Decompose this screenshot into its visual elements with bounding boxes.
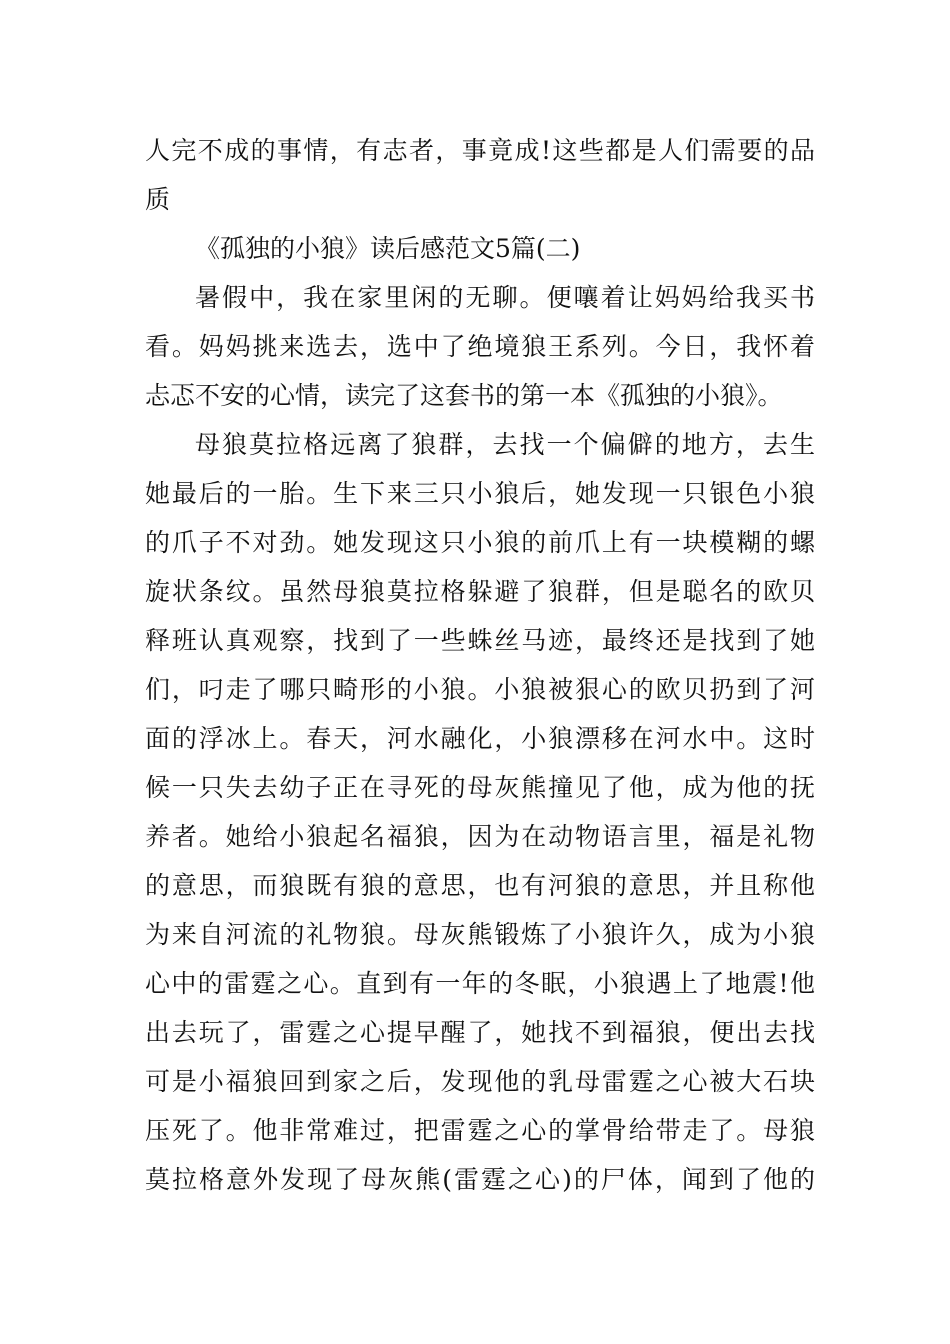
- paragraph-line: 们，叼走了哪只畸形的小狼。小狼被狠心的欧贝扔到了河: [145, 675, 815, 704]
- paragraph-line: 面的浮冰上。春天，河水融化，小狼漂移在河水中。这时: [145, 724, 815, 753]
- paragraph-line: 的意思，而狼既有狼的意思，也有河狼的意思，并且称他: [145, 871, 815, 900]
- paragraph-line: 人完不成的事情，有志者，事竟成!这些都是人们需要的品: [145, 136, 815, 165]
- paragraph-line: 的爪子不对劲。她发现这只小狼的前爪上有一块模糊的螺: [145, 528, 815, 557]
- document-body: [145, 126, 815, 1204]
- paragraph-line: 为来自河流的礼物狼。母灰熊锻炼了小狼许久，成为小狼: [145, 920, 815, 949]
- section-heading: 《孤独的小狼》读后感范文5篇(二): [195, 234, 581, 263]
- paragraph-line: 莫拉格意外发现了母灰熊(雷霆之心)的尸体，闻到了他的: [145, 1165, 815, 1194]
- paragraph-line: 旋状条纹。虽然母狼莫拉格躲避了狼群，但是聪名的欧贝: [145, 577, 815, 606]
- paragraph-line: 质: [145, 185, 171, 214]
- paragraph-line: 养者。她给小狼起名福狼，因为在动物语言里，福是礼物: [145, 822, 815, 851]
- paragraph-line: 出去玩了，雷霆之心提早醒了，她找不到福狼，便出去找: [145, 1018, 815, 1047]
- paragraph-line: 压死了。他非常难过，把雷霆之心的掌骨给带走了。母狼: [145, 1116, 815, 1145]
- paragraph-line: 心中的雷霆之心。直到有一年的冬眠，小狼遇上了地震!他: [145, 969, 815, 998]
- paragraph-line: 释班认真观察，找到了一些蛛丝马迹，最终还是找到了她: [145, 626, 815, 655]
- paragraph-line: 可是小福狼回到家之后，发现他的乳母雷霆之心被大石块: [145, 1067, 815, 1096]
- paragraph-line: 忐忑不安的心情，读完了这套书的第一本《孤独的小狼》。: [145, 381, 783, 410]
- paragraph-line: 看。妈妈挑来选去，选中了绝境狼王系列。今日，我怀着: [145, 332, 815, 361]
- paragraph-line: 她最后的一胎。生下来三只小狼后，她发现一只银色小狼: [145, 479, 815, 508]
- paragraph-line: 候一只失去幼子正在寻死的母灰熊撞见了他，成为他的抚: [145, 773, 815, 802]
- paragraph-line: 母狼莫拉格远离了狼群，去找一个偏僻的地方，去生: [195, 430, 815, 459]
- paragraph-line: 暑假中，我在家里闲的无聊。便嚷着让妈妈给我买书: [195, 283, 815, 312]
